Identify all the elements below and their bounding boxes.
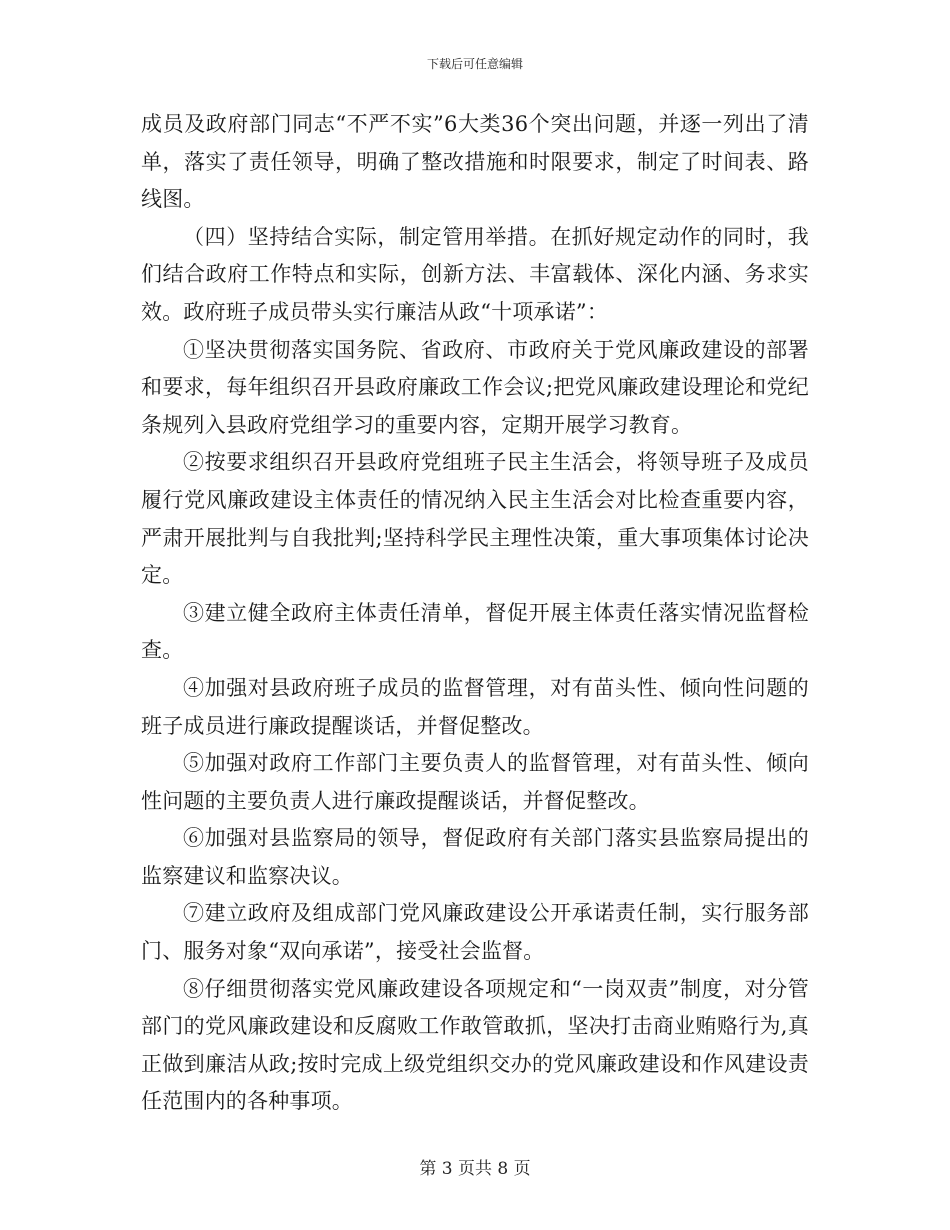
paragraph-commitment-3: ③建立健全政府主体责任清单，督促开展主体责任落实情况监督检查。 (141, 600, 809, 663)
document-body (141, 106, 809, 1121)
paragraph-commitment-1: ①坚决贯彻落实国务院、省政府、市政府关于党风廉政建设的部署和要求，每年组织召开县政府廉政工作会议;把党风廉政建设理论和党纪条规列入县政府党组学习的重要内容，定期开展学习教育。 (141, 337, 809, 437)
paragraph-commitment-6: ⑥加强对县监察局的领导，督促政府有关部门落实县监察局提出的监察建议和监察决议。 (141, 826, 809, 888)
paragraph-commitment-8: ⑧仔细贯彻落实党风廉政建设各项规定和“一岗双责”制度，对分管部门的党风廉政建设和反腐败工作敢管敢抓，坚决打击商业贿赂行为,真正做到廉洁从政;按时完成上级党组织交办的党风廉政建设和作风建设责任范围内的各种事项。 (141, 976, 809, 1114)
page-number-footer: 第 3 页共 8 页 (419, 1159, 531, 1179)
paragraph-commitment-5: ⑤加强对政府工作部门主要负责人的监督管理，对有苗头性、倾向性问题的主要负责人进行廉政提醒谈话，并督促整改。 (141, 751, 809, 813)
paragraph-commitment-4: ④加强对县政府班子成员的监督管理，对有苗头性、倾向性问题的班子成员进行廉政提醒谈话，并督促整改。 (141, 675, 809, 738)
paragraph-continuation: 成员及政府部门同志“不严不实”6大类36个突出问题，并逐一列出了清单，落实了责任领导，明确了整改措施和时限要求，制定了时间表、路线图。 (141, 112, 809, 212)
paragraph-commitment-2: ②按要求组织召开县政府党组班子民主生活会，将领导班子及成员履行党风廉政建设主体责任的情况纳入民主生活会对比检查重要内容，严肃开展批判与自我批判;坚持科学民主理性决策，重大事项集体讨论决定。 (141, 450, 809, 588)
paragraph-commitment-7: ⑦建立政府及组成部门党风廉政建设公开承诺责任制，实行服务部门、服务对象“双向承诺”，接受社会监督。 (141, 901, 809, 964)
paragraph-section-four: （四）坚持结合实际，制定管用举措。在抓好规定动作的同时，我们结合政府工作特点和实际，创新方法、丰富载体、深化内涵、务求实效。政府班子成员带头实行廉洁从政“十项承诺”： (141, 224, 809, 324)
page-header: 下载后可任意编辑 (426, 57, 523, 71)
